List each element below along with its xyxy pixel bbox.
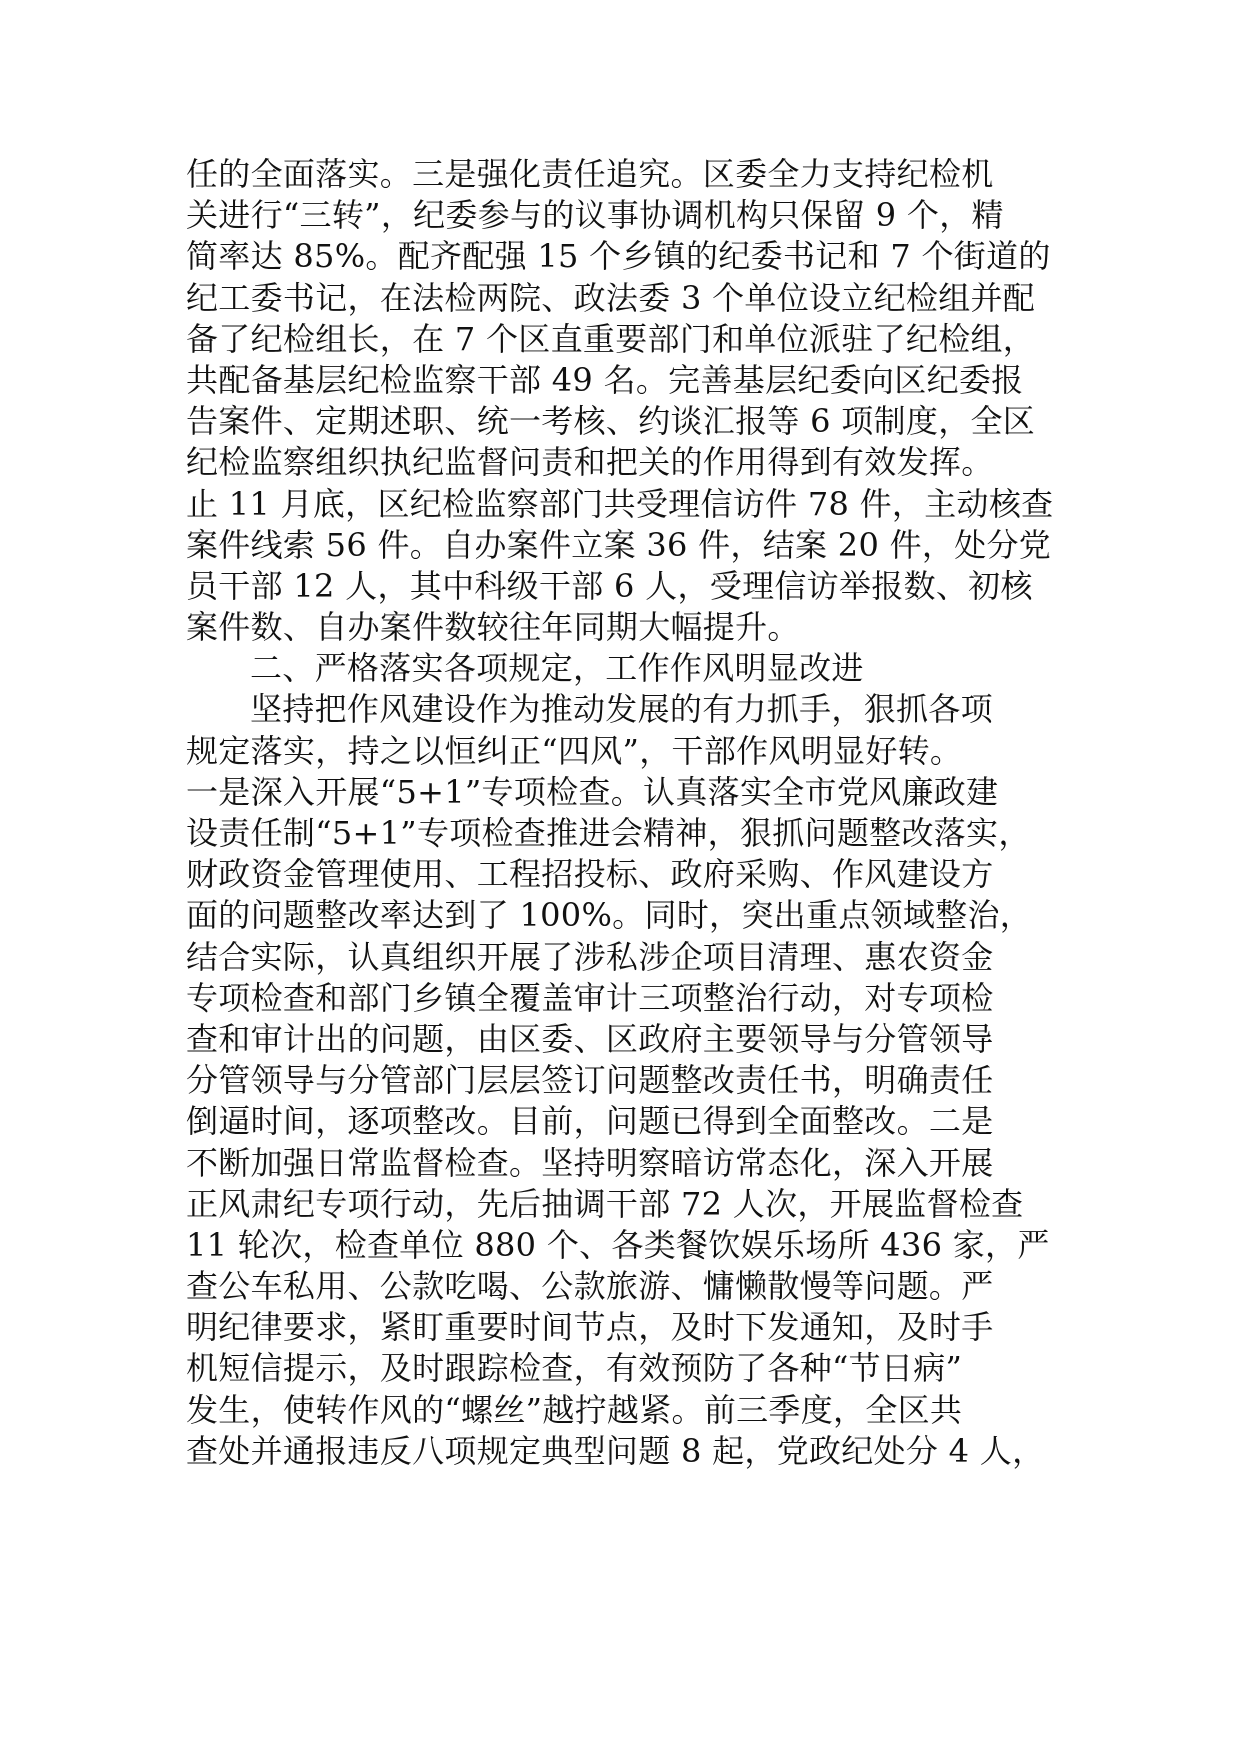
text-line: 任的全面落实。三是强化责任追究。区委全力支持纪检机 bbox=[186, 155, 994, 193]
text-line: 员干部 12 人，其中科级干部 6 人，受理信访举报数、初核 bbox=[186, 566, 1033, 605]
text-line: 11 轮次，检查单位 880 个、各类餐饮娱乐场所 436 家，严 bbox=[186, 1225, 1050, 1264]
text-line: 案件线索 56 件。自办案件立案 36 件，结案 20 件，处分党 bbox=[186, 525, 1052, 564]
text-line: 纪检监察组织执纪监督问责和把关的作用得到有效发挥。 bbox=[186, 443, 994, 482]
text-line: 财政资金管理使用、工程招投标、政府采购、作风建设方 bbox=[186, 855, 994, 894]
text-line: 纪工委书记，在法检两院、政法委 3 个单位设立纪检组并配 bbox=[186, 278, 1036, 317]
text-line: 一是深入开展“5+1”专项检查。认真落实全市党风廉政建 bbox=[186, 772, 999, 811]
text-line: 告案件、定期述职、统一考核、约谈汇报等 6 项制度，全区 bbox=[186, 402, 1036, 441]
text-line: 止 11 月底，区纪检监察部门共受理信访件 78 件，主动核查 bbox=[186, 484, 1054, 523]
text-line: 分管领导与分管部门层层签订问题整改责任书，明确责任 bbox=[186, 1061, 994, 1100]
section-heading: 二、严格落实各项规定，工作作风明显改进 bbox=[250, 649, 864, 688]
text-line: 查处并通报违反八项规定典型问题 8 起，党政纪处分 4 人， bbox=[186, 1431, 1045, 1470]
text-line: 案件数、自办案件数较往年同期大幅提升。 bbox=[186, 608, 800, 647]
text-line: 面的问题整改率达到了 100%。同时，突出重点领域整治， bbox=[186, 896, 1033, 935]
text-line: 结合实际，认真组织开展了涉私涉企项目清理、惠农资金 bbox=[186, 937, 994, 976]
text-line: 发生，使转作风的“螺丝”越拧越紧。前三季度，全区共 bbox=[186, 1390, 963, 1429]
text-line: 备了纪检组长，在 7 个区直重要部门和单位派驻了纪检组， bbox=[186, 319, 1036, 358]
text-line: 设责任制“5+1”专项检查推进会精神，狠抓问题整改落实， bbox=[186, 814, 1031, 852]
text-line: 查和审计出的问题，由区委、区政府主要领导与分管领导 bbox=[186, 1019, 994, 1058]
text-line: 规定落实，持之以恒纠正“四风”，干部作风明显好转。 bbox=[186, 731, 963, 770]
text-line: 不断加强日常监督检查。坚持明察暗访常态化，深入开展 bbox=[186, 1143, 994, 1182]
text-line: 共配备基层纪检监察干部 49 名。完善基层纪委向区纪委报 bbox=[186, 360, 1024, 399]
text-line: 机短信提示，及时跟踪检查，有效预防了各种“节日病” bbox=[186, 1349, 963, 1388]
text-line: 查公车私用、公款吃喝、公款旅游、慵懒散慢等问题。严 bbox=[186, 1267, 994, 1306]
paragraph-first-line: 坚持把作风建设作为推动发展的有力抓手，狠抓各项 bbox=[250, 690, 993, 729]
body-text bbox=[186, 154, 1066, 1472]
text-line: 专项检查和部门乡镇全覆盖审计三项整治行动，对专项检 bbox=[186, 978, 994, 1017]
text-line: 关进行“三转”，纪委参与的议事协调机构只保留 9 个，精 bbox=[186, 196, 1004, 235]
text-line: 简率达 85%。配齐配强 15 个乡镇的纪委书记和 7 个街道的 bbox=[186, 237, 1051, 276]
text-line: 倒逼时间，逐项整改。目前，问题已得到全面整改。二是 bbox=[186, 1102, 994, 1141]
text-line: 明纪律要求，紧盯重要时间节点，及时下发通知，及时手 bbox=[186, 1308, 994, 1347]
text-line: 正风肃纪专项行动，先后抽调干部 72 人次，开展监督检查 bbox=[186, 1184, 1024, 1223]
